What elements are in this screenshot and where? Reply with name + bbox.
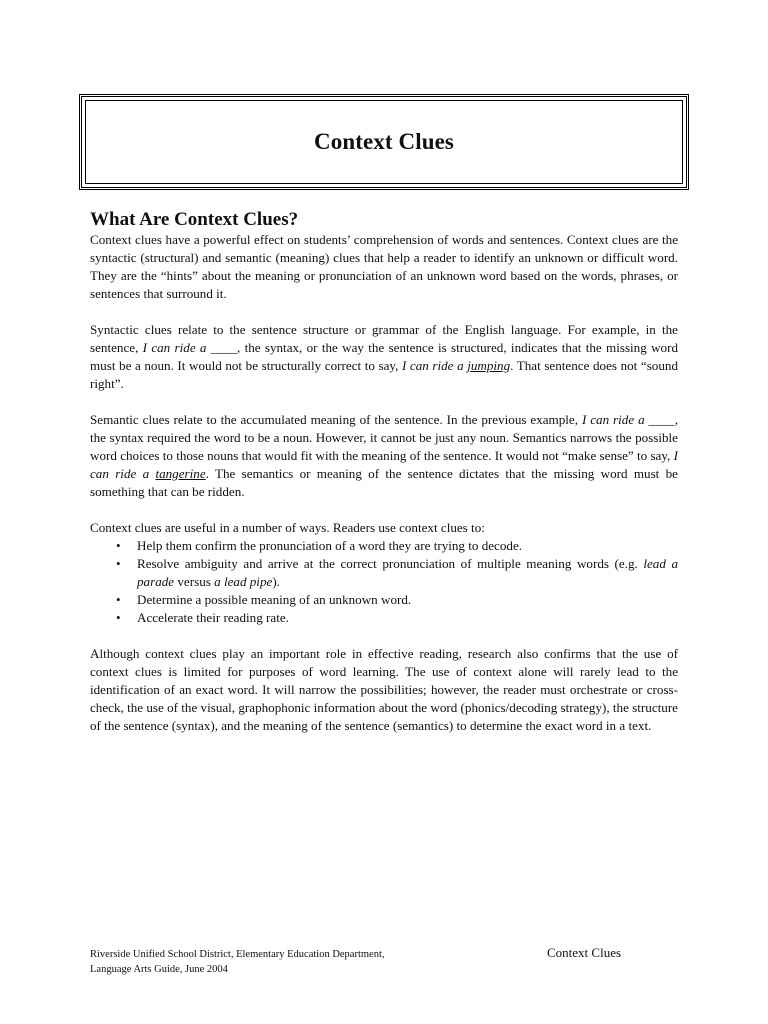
paragraph-syntactic: Syntactic clues relate to the sentence structure or grammar of the English language. For example, in the sentence, I can ride a ____, the syntax, or the way the sentence is structured, indicates that the missing word must be a noun. It would not be structurally correct to say, I can ride a jumping. That sentence does not “sound right”. bbox=[90, 322, 678, 391]
bullet-icon: • bbox=[116, 592, 121, 607]
footer-source: Riverside Unified School District, Elementary Education Department, Language Arts Guide, June 2004 bbox=[90, 949, 385, 975]
example-sentence: I can ride a ____ bbox=[581, 412, 675, 427]
paragraph-uses: Context clues are useful in a number of ways. Readers use context clues to: bbox=[90, 520, 485, 535]
example-sentence-wrong: I can ride a tangerine bbox=[90, 448, 678, 481]
paragraph-intro: Context clues have a powerful effect on students’ comprehension of words and sentences. Context clues are the syntactic (structural) and semantic (meaning) clues that help a reader to identify an unknown or difficult word. They are the “hints” about the meaning or pronunciation of an unknown word based on the words, phrases, or sentences that surround it. bbox=[90, 232, 678, 301]
footer-title: Context Clues bbox=[547, 945, 622, 960]
example-sentence: I can ride a ____ bbox=[142, 340, 237, 355]
bullet-icon: • bbox=[116, 610, 121, 625]
list-item: • Help them confirm the pronunciation of a word they are trying to decode. bbox=[116, 538, 523, 553]
uses-list bbox=[90, 537, 678, 627]
example-sentence-wrong: I can ride a jumping bbox=[401, 358, 511, 373]
list-item: • Determine a possible meaning of an unknown word. bbox=[116, 592, 412, 607]
bullet-icon: • bbox=[116, 538, 121, 553]
list-item: • Accelerate their reading rate. bbox=[116, 610, 289, 625]
document-body bbox=[90, 209, 678, 735]
paragraph-semantic: Semantic clues relate to the accumulated meaning of the sentence. In the previous example, I can ride a ____, the syntax required the word to be a noun. However, it cannot be just any noun. Semantics narrows the possible word choices to those nouns that would fit with the meaning of the sentence. It would not “make sense” to say, I can ride a tangerine. The semantics or meaning of the sentence dictates that the missing word must be something that can be ridden. bbox=[90, 412, 679, 499]
list-item: • Resolve ambiguity and arrive at the correct pronunciation of multiple meaning words (e.g. lead a parade versus a lead pipe). bbox=[116, 556, 678, 589]
page-title: Context Clues bbox=[314, 129, 454, 154]
title-box bbox=[79, 94, 689, 190]
paragraph-limitations: Although context clues play an important role in effective reading, research also confirms that the use of context clues is limited for purposes of word learning. The use of context alone will rarely lead to the identification of an exact word. It will narrow the possibilities; however, the reader must orchestrate or cross-check, the use of the visual, graphophonic information about the word (phonics/decoding strategy), the structure of the sentence (syntax), and the meaning of the sentence (semantics) to determine the exact word in a text. bbox=[90, 646, 678, 733]
section-heading: What Are Context Clues? bbox=[90, 209, 299, 230]
bullet-icon: • bbox=[116, 556, 121, 571]
